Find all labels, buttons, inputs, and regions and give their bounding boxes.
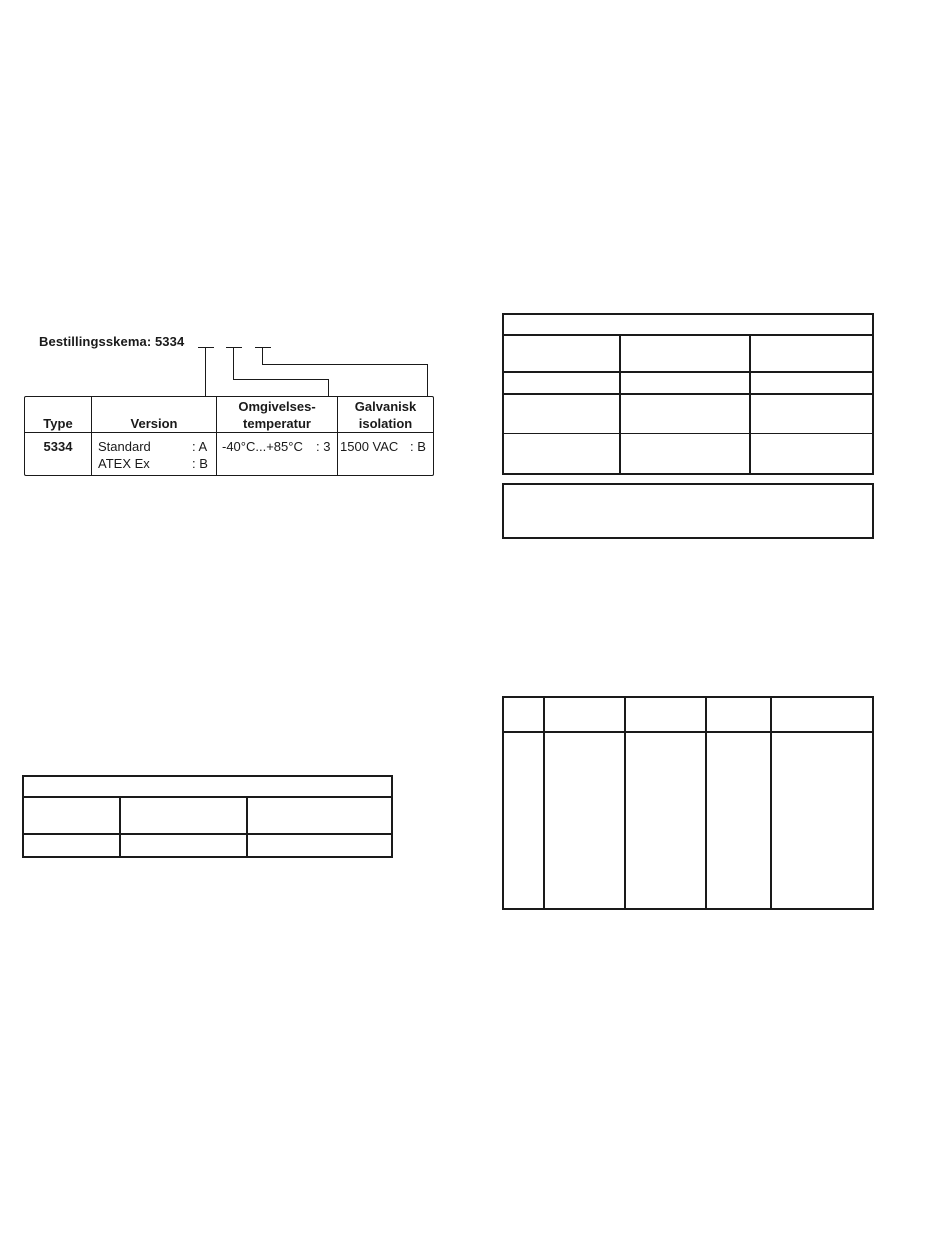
row-divider	[24, 796, 391, 798]
isolation-option-label: 1500 VAC	[340, 439, 399, 454]
header-divider	[25, 432, 433, 433]
column-divider	[119, 797, 121, 856]
empty-note-box	[502, 483, 874, 539]
column-divider	[749, 335, 751, 473]
isolation-option-code: : B	[410, 439, 426, 454]
column-divider	[624, 698, 626, 908]
row-divider	[504, 371, 872, 373]
empty-table-left	[22, 775, 393, 858]
column-divider	[619, 335, 621, 473]
header-type: Type	[43, 416, 73, 431]
row-divider	[504, 731, 872, 733]
row-divider	[504, 433, 872, 434]
header-isolation-line2: isolation	[358, 416, 413, 431]
order-table	[24, 396, 434, 476]
empty-table-right-bottom	[502, 696, 874, 910]
connector-isolation-drop	[427, 364, 428, 396]
header-version: Version	[130, 416, 178, 431]
column-divider	[246, 797, 248, 856]
version-option-code: : B	[192, 456, 208, 471]
row-divider	[504, 334, 872, 336]
column-divider	[705, 698, 707, 908]
header-temperature-line1: Omgivelses-	[238, 399, 316, 414]
temperature-option-label: -40°C...+85°C	[222, 439, 303, 454]
version-option-label: Standard	[98, 439, 151, 454]
order-scheme-title: Bestillingsskema: 5334	[39, 334, 185, 349]
type-value: 5334	[43, 439, 73, 454]
connector-isolation	[262, 347, 263, 364]
column-divider	[770, 698, 772, 908]
connector-temperature-horizontal	[233, 379, 328, 380]
version-option-code: : A	[192, 439, 208, 454]
connector-version	[205, 347, 206, 396]
connector-temperature-drop	[328, 379, 329, 396]
row-divider	[504, 393, 872, 395]
temperature-option-code: : 3	[316, 439, 331, 454]
connector-temperature	[233, 347, 234, 379]
empty-table-right-top	[502, 313, 874, 475]
order-code-blank-2	[226, 347, 242, 348]
order-code-blank-3	[255, 347, 271, 348]
connector-isolation-horizontal	[262, 364, 427, 365]
column-divider	[91, 397, 92, 475]
header-isolation-line1: Galvanisk	[354, 399, 417, 414]
column-divider	[543, 698, 545, 908]
version-option-label: ATEX Ex	[98, 456, 150, 471]
order-code-blank-1	[198, 347, 214, 348]
header-temperature-line2: temperatur	[243, 416, 311, 431]
row-divider	[24, 833, 391, 835]
